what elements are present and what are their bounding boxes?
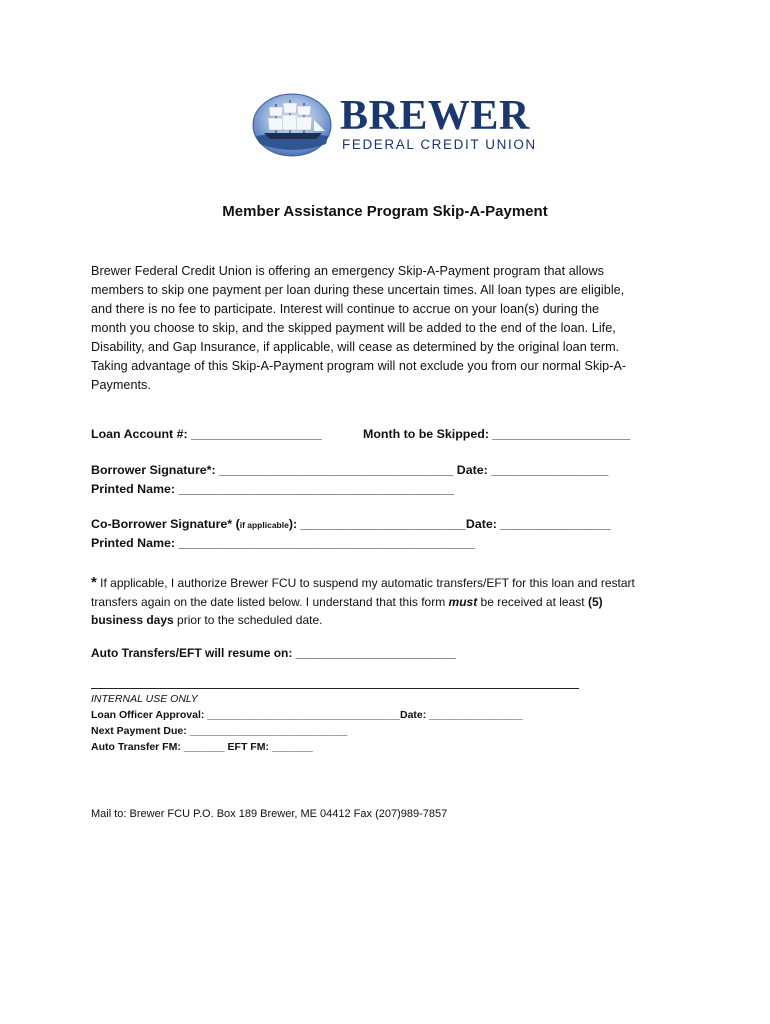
note-business-days: business days — [91, 613, 174, 627]
asterisk: * — [91, 574, 97, 591]
mail-to-address: Mail to: Brewer FCU P.O. Box 189 Brewer, ME 04412 Fax (207)989-7857 — [91, 808, 448, 820]
logo-name: BREWER — [340, 93, 530, 139]
if-applicable-note: if applicable — [239, 520, 289, 530]
coborrower-signature-field[interactable] — [91, 517, 611, 531]
note-line — [91, 593, 635, 612]
intro-paragraph — [91, 262, 691, 395]
loan-account-field[interactable]: Loan Account #: ___________________ — [91, 427, 322, 441]
paragraph-line: members to skip one payment per loan during these uncertain times. All loan types are eligible, — [91, 283, 625, 297]
paragraph-line: and there is no fee to participate. Interest will continue to accrue on your loan(s) during the — [91, 302, 600, 316]
month-skipped-field[interactable]: Month to be Skipped: ____________________ — [363, 427, 631, 441]
authorization-note — [91, 574, 635, 630]
paragraph-line: Payments. — [91, 378, 151, 392]
coborrower-rest: ): ________________________Date: ________________ — [288, 517, 611, 531]
paragraph-line: month you choose to skip, and the skipped payment will be added to the end of the loan. Life, — [91, 321, 616, 335]
note-text: If applicable, I authorize Brewer FCU to suspend my automatic transfers/EFT for this loan and restart — [96, 576, 635, 590]
borrower-signature-field[interactable]: Borrower Signature*: __________________________________ Date: _________________ — [91, 463, 609, 477]
divider — [91, 688, 579, 689]
paragraph-line: Disability, and Gap Insurance, if applicable, will cease as determined by the original loan term. — [91, 340, 620, 354]
note-days: (5) — [587, 594, 603, 609]
note-line — [91, 574, 635, 593]
coborrower-label: Co-Borrower Signature* ( — [91, 517, 240, 531]
note-text: prior to the scheduled date. — [173, 613, 323, 627]
next-payment-due-field[interactable]: Next Payment Due: ___________________________ — [91, 725, 348, 737]
note-text: transfers again on the date listed below. I understand that this form — [91, 594, 449, 609]
brewer-logo — [252, 92, 537, 162]
auto-transfer-field[interactable]: Auto Transfer FM: _______ EFT FM: _______ — [91, 741, 313, 753]
note-text: be received at least — [477, 594, 588, 609]
auto-resume-field[interactable]: Auto Transfers/EFT will resume on: ________________________ — [91, 646, 456, 660]
logo-subtitle: FEDERAL CREDIT UNION — [342, 137, 537, 152]
internal-use-section — [91, 691, 523, 755]
printed-name-field[interactable]: Printed Name: ________________________________________ — [91, 482, 455, 496]
internal-heading: INTERNAL USE ONLY — [91, 693, 198, 705]
loan-officer-approval-field[interactable]: Loan Officer Approval: _________________________________Date: ________________ — [91, 709, 523, 721]
note-line — [91, 611, 635, 630]
coborrower-printed-name-field[interactable]: Printed Name: ___________________________________________ — [91, 536, 475, 550]
paragraph-line: Brewer Federal Credit Union is offering an emergency Skip-A-Payment program that allows — [91, 264, 604, 278]
page-title: Member Assistance Program Skip-A-Payment — [222, 203, 548, 220]
note-must: must — [448, 594, 478, 609]
paragraph-line: Taking advantage of this Skip-A-Payment program will not exclude you from our normal Skip-A- — [91, 359, 627, 373]
